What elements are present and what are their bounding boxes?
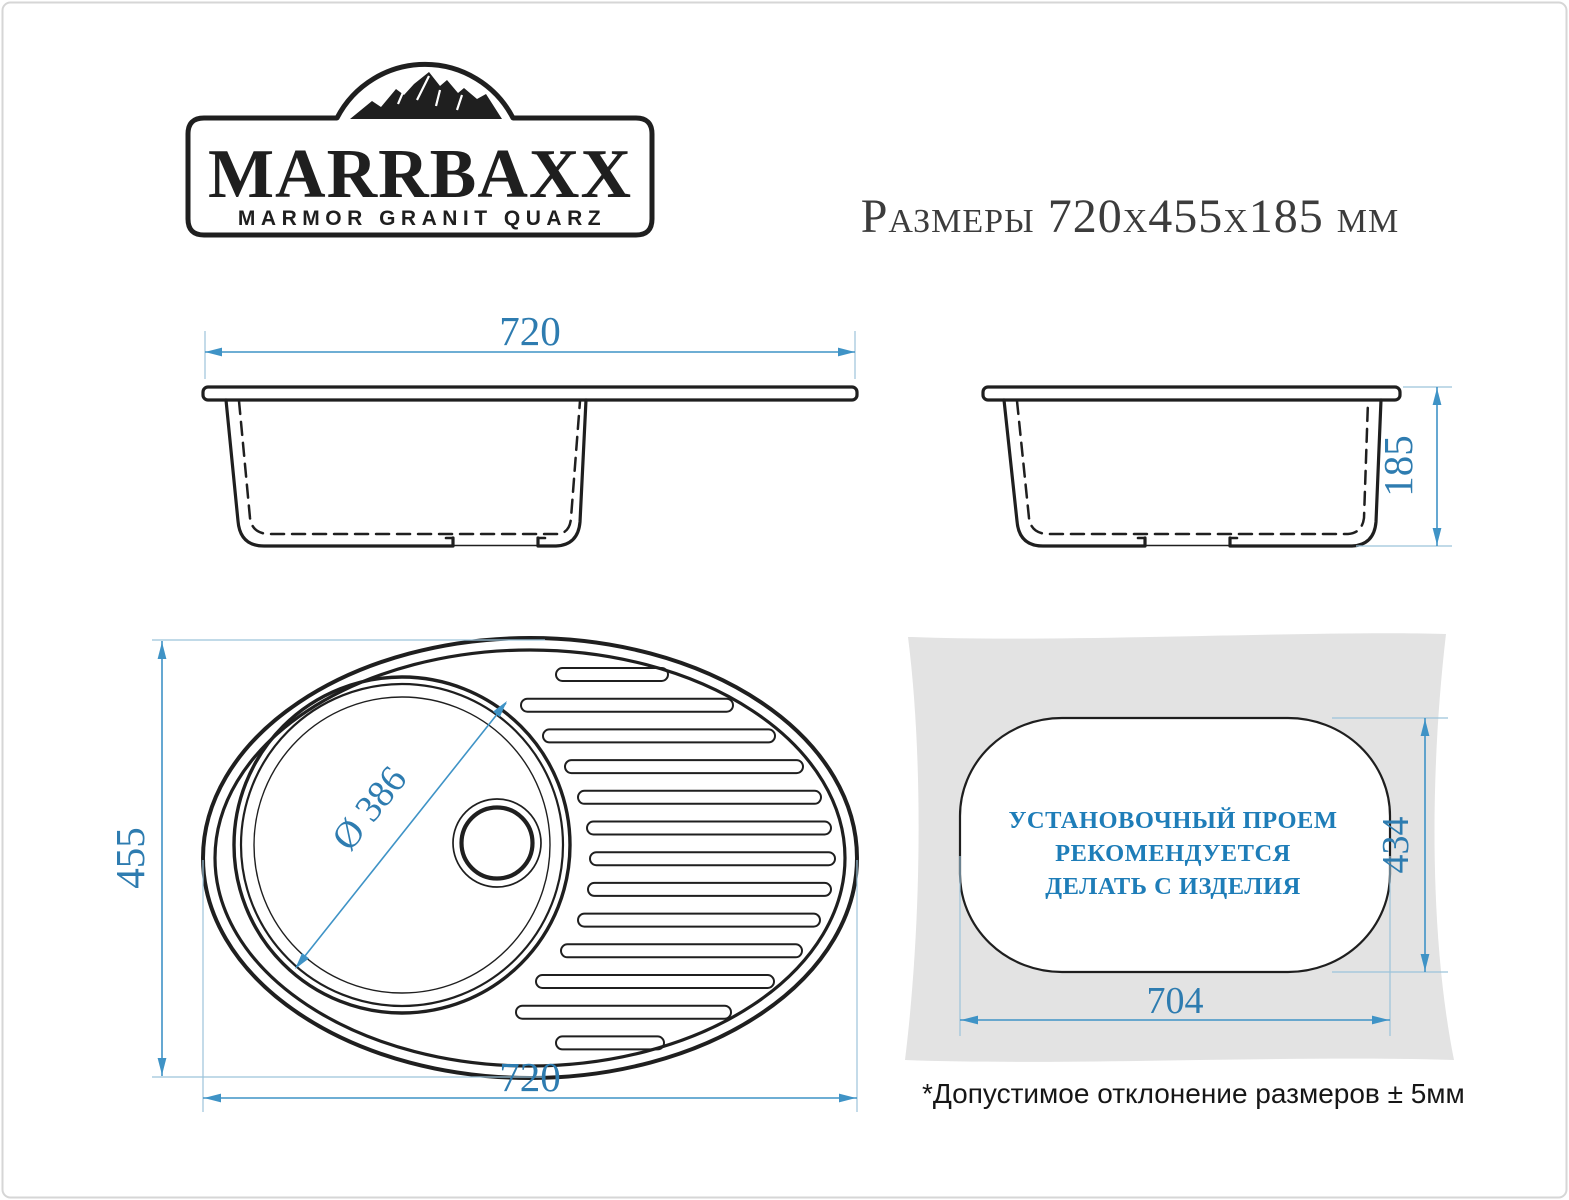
- sink-rim-profile: [203, 387, 857, 400]
- cutout-note-line1: УСТАНОВОЧНЫЙ ПРОЕМ: [1008, 807, 1338, 834]
- bowl-inner-dashed: [239, 401, 580, 534]
- arrowhead: [158, 642, 167, 659]
- plan-height-label: 455: [107, 827, 153, 889]
- bowl-profile: [226, 400, 586, 546]
- arrowhead: [205, 348, 222, 357]
- brand-name: MARRBAXX: [207, 136, 633, 213]
- cutout-width-label: 704: [1146, 980, 1204, 1022]
- arrowhead: [158, 1058, 167, 1075]
- arrowhead: [204, 1094, 221, 1103]
- arrowhead: [1433, 528, 1442, 545]
- arrowhead: [1433, 388, 1442, 405]
- bowl-inner-dashed: [1017, 401, 1368, 534]
- tolerance-footnote: *Допустимое отклонение размеров ± 5мм: [922, 1078, 1465, 1109]
- cutout-note-line3: ДЕЛАТЬ С ИЗДЕЛИЯ: [1045, 873, 1301, 900]
- front-width-label: 720: [499, 308, 561, 354]
- plan-view: [107, 638, 857, 1112]
- side-view: [983, 387, 1452, 546]
- brand-logo: [188, 64, 652, 235]
- page-title: Размеры 720x455x185 мм: [860, 190, 1400, 243]
- cutout-height-label: 434: [1375, 816, 1417, 874]
- cutout-view: [905, 633, 1454, 1062]
- brand-tagline: MARMOR GRANIT QUARZ: [237, 207, 607, 230]
- bowl-profile: [1004, 400, 1381, 546]
- cutout-note-line2: РЕКОМЕНДУЕТСЯ: [1055, 840, 1291, 867]
- front-view: [203, 308, 857, 546]
- bowl-diameter-label: Ø 386: [323, 758, 416, 859]
- plan-width-label: 720: [499, 1054, 561, 1100]
- arrowhead: [838, 348, 855, 357]
- sink-rim-profile: [983, 387, 1400, 400]
- side-height-label: 185: [1375, 435, 1421, 497]
- arrowhead: [839, 1094, 856, 1103]
